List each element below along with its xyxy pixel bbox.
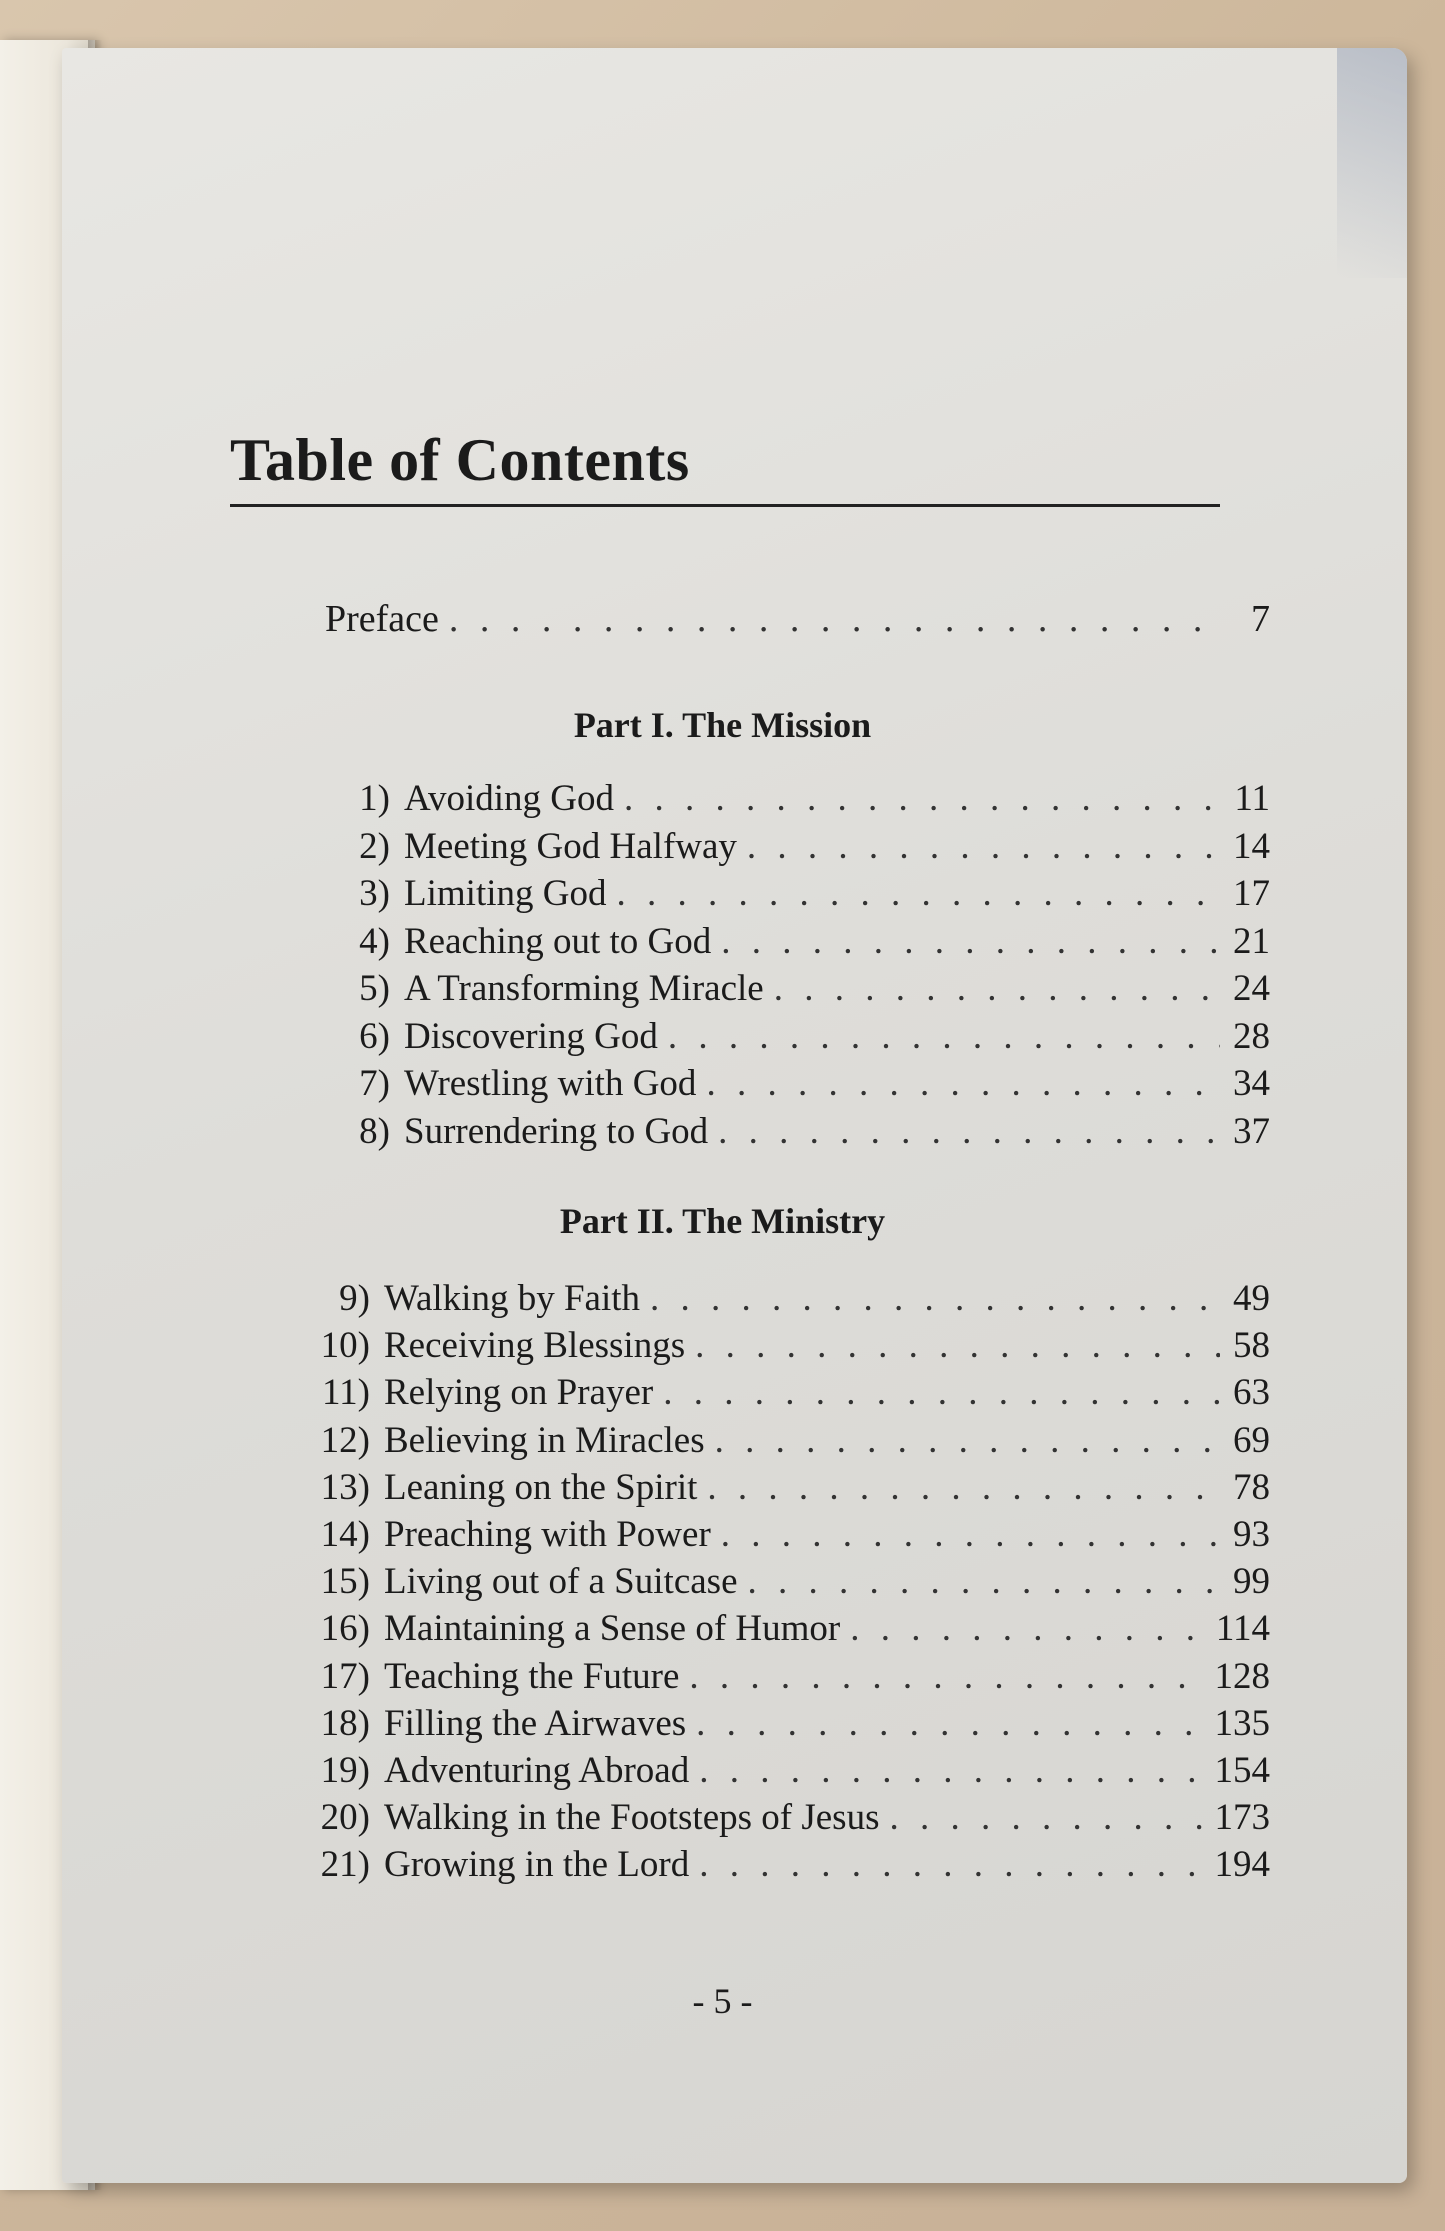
chapter-title: Surrendering to God — [404, 1110, 709, 1152]
entry-page-number: 99 — [1233, 1561, 1270, 1603]
chapter-title: Walking in the Footsteps of Jesus — [384, 1797, 880, 1839]
chapter-number: 20) — [320, 1797, 370, 1839]
part-heading-mission: Part I. The Mission — [573, 705, 872, 745]
entry-page-number: 34 — [1233, 1063, 1270, 1104]
chapter-title: Limiting God — [404, 873, 607, 914]
toc-entry — [320, 918, 1270, 966]
chapter-number: 3) — [359, 873, 390, 914]
dot-leader — [689, 1653, 1204, 1700]
chapter-title: Living out of a Suitcase — [384, 1561, 738, 1603]
chapter-title: Wrestling with God — [404, 1063, 697, 1104]
entry-page-number: 28 — [1233, 1015, 1270, 1057]
chapter-title: Avoiding God — [404, 778, 615, 819]
toc-entry — [320, 870, 1270, 918]
toc-entry — [320, 823, 1270, 871]
toc-entry — [320, 775, 1270, 823]
entry-page-number: 58 — [1233, 1325, 1270, 1367]
page-number-footer: - 5 - — [692, 1981, 753, 2021]
toc-entry — [310, 1653, 1270, 1700]
chapter-number: 10) — [320, 1325, 370, 1367]
dot-leader — [850, 1605, 1206, 1652]
toc-list-part-2 — [310, 1275, 1270, 1888]
chapter-title: Preaching with Power — [384, 1513, 711, 1555]
chapter-number: 13) — [320, 1466, 370, 1508]
chapter-title: Reaching out to God — [404, 920, 712, 962]
entry-page-number: 63 — [1233, 1372, 1270, 1414]
toc-entry — [310, 1841, 1270, 1888]
chapter-number: 4) — [359, 920, 390, 962]
chapter-number: 11) — [322, 1372, 370, 1414]
dot-leader — [707, 1464, 1220, 1511]
entry-page-number: 7 — [1251, 598, 1270, 640]
dot-leader — [715, 1417, 1220, 1464]
chapter-title: Leaning on the Spirit — [384, 1466, 698, 1508]
chapter-number: 1) — [359, 778, 390, 819]
entry-page-number: 154 — [1214, 1749, 1270, 1791]
toc-entry — [310, 1417, 1270, 1464]
chapter-number: 14) — [320, 1513, 370, 1555]
chapter-title: Walking by Faith — [384, 1278, 641, 1319]
chapter-number: 6) — [359, 1015, 390, 1057]
chapter-number: 17) — [320, 1655, 370, 1697]
chapter-title: Meeting God Halfway — [404, 825, 737, 867]
dot-leader — [699, 1841, 1204, 1888]
entry-page-number: 78 — [1233, 1466, 1270, 1508]
toc-entry — [310, 1700, 1270, 1747]
chapter-title: Teaching the Future — [384, 1655, 680, 1697]
chapter-number: 5) — [359, 968, 390, 1009]
toc-entry — [310, 1322, 1270, 1369]
chapter-number: 18) — [320, 1702, 370, 1744]
chapter-title: Filling the Airwaves — [384, 1702, 687, 1744]
toc-entry — [310, 1605, 1270, 1652]
toc-entry — [310, 1275, 1270, 1322]
chapter-number: 19) — [320, 1749, 370, 1791]
entry-page-number: 21 — [1233, 920, 1270, 962]
part-heading-ministry: Part II. The Ministry — [559, 1201, 886, 1241]
chapter-number: 16) — [320, 1608, 370, 1650]
toc-entry — [310, 1464, 1270, 1511]
dot-leader — [718, 1108, 1220, 1156]
dot-leader — [747, 823, 1220, 871]
toc-entry — [310, 1369, 1270, 1416]
toc-entry — [310, 1794, 1270, 1841]
dot-leader — [624, 775, 1220, 823]
entry-page-number: 114 — [1215, 1608, 1270, 1650]
chapter-title: Receiving Blessings — [384, 1325, 686, 1367]
entry-page-number: 194 — [1214, 1844, 1270, 1886]
dot-leader — [616, 870, 1220, 918]
toc-entry — [320, 1060, 1270, 1108]
dot-leader — [695, 1322, 1220, 1369]
chapter-number: 15) — [320, 1561, 370, 1603]
title-underline — [230, 504, 1220, 507]
toc-list-part-1 — [320, 775, 1270, 1155]
dot-leader — [668, 1013, 1220, 1061]
toc-entry — [320, 1108, 1270, 1156]
toc-entry — [310, 1511, 1270, 1558]
dot-leader — [774, 965, 1220, 1013]
entry-page-number: 37 — [1233, 1110, 1270, 1152]
chapter-title: Believing in Miracles — [384, 1419, 705, 1461]
entry-page-number: 17 — [1233, 873, 1270, 914]
entry-page-number: 11 — [1234, 778, 1270, 819]
dot-leader — [748, 1558, 1221, 1605]
entry-page-number: 93 — [1233, 1513, 1270, 1555]
page-corner-curl — [1337, 48, 1407, 278]
dot-leader — [696, 1700, 1204, 1747]
toc-heading — [230, 427, 1230, 507]
chapter-title: Maintaining a Sense of Humor — [384, 1608, 841, 1650]
chapter-number: 12) — [320, 1419, 370, 1461]
page-title: Table of Contents — [230, 427, 690, 493]
entry-page-number: 128 — [1214, 1655, 1270, 1697]
chapter-number: 21) — [320, 1844, 370, 1886]
dot-leader — [721, 918, 1220, 966]
dot-leader — [449, 600, 1220, 638]
entry-label: Preface — [325, 598, 439, 640]
chapter-title: Discovering God — [404, 1015, 658, 1057]
dot-leader — [663, 1369, 1220, 1416]
entry-page-number: 14 — [1233, 825, 1270, 867]
chapter-title: Relying on Prayer — [384, 1372, 654, 1414]
toc-entry — [310, 1747, 1270, 1794]
entry-page-number: 69 — [1233, 1419, 1270, 1461]
chapter-number: 7) — [359, 1063, 390, 1104]
entry-page-number: 173 — [1214, 1797, 1270, 1839]
toc-entry-preface — [325, 600, 1270, 638]
dot-leader — [706, 1060, 1220, 1108]
toc-entry — [320, 1013, 1270, 1061]
chapter-number: 8) — [359, 1110, 390, 1152]
chapter-title: A Transforming Miracle — [404, 968, 764, 1009]
chapter-title: Growing in the Lord — [384, 1844, 690, 1886]
toc-entry — [320, 965, 1270, 1013]
entry-page-number: 135 — [1214, 1702, 1270, 1744]
chapter-title: Adventuring Abroad — [384, 1749, 690, 1791]
chapter-number: 9) — [339, 1278, 370, 1319]
entry-page-number: 49 — [1233, 1278, 1270, 1319]
dot-leader — [650, 1275, 1220, 1322]
dot-leader — [889, 1794, 1204, 1841]
dot-leader — [721, 1511, 1220, 1558]
dot-leader — [699, 1747, 1204, 1794]
entry-page-number: 24 — [1233, 968, 1270, 1009]
chapter-number: 2) — [359, 825, 390, 867]
toc-entry — [310, 1558, 1270, 1605]
